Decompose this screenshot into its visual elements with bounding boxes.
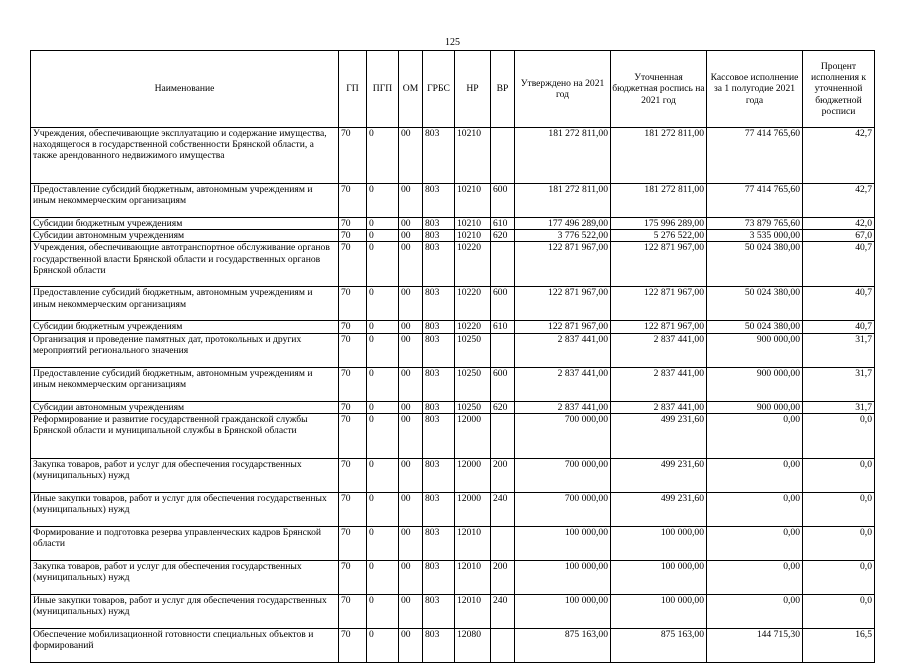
row-np-cell: 12010 [455,560,491,594]
row-cash-cell: 0,00 [707,458,803,492]
row-vr-cell: 600 [491,367,515,401]
row-approved-cell: 122 871 967,00 [515,321,611,333]
row-pgp-cell: 0 [367,413,399,458]
header-gp: ГП [339,51,367,128]
row-vr-cell: 600 [491,287,515,321]
row-om-cell: 00 [399,242,423,287]
row-grbs-cell: 803 [423,526,455,560]
row-gp-cell: 70 [339,526,367,560]
row-om-cell: 00 [399,218,423,230]
row-refined-cell: 175 996 289,00 [611,218,707,230]
row-gp-cell: 70 [339,492,367,526]
row-name-cell: Предоставление субсидий бюджетным, автономным учреждениям и иным некоммерческим организациям [31,287,339,321]
row-vr-cell: 620 [491,230,515,242]
row-vr-cell: 240 [491,594,515,628]
row-refined-cell: 499 231,60 [611,458,707,492]
row-cash-cell: 50 024 380,00 [707,321,803,333]
row-refined-cell: 100 000,00 [611,594,707,628]
row-np-cell: 12080 [455,628,491,662]
row-approved-cell: 100 000,00 [515,560,611,594]
row-pgp-cell: 0 [367,492,399,526]
table-row [31,401,875,413]
table-row [31,560,875,594]
row-approved-cell: 700 000,00 [515,413,611,458]
row-cash-cell: 50 024 380,00 [707,287,803,321]
row-gp-cell: 70 [339,560,367,594]
row-pgp-cell: 0 [367,560,399,594]
row-percent-cell: 42,0 [803,218,875,230]
table-row [31,287,875,321]
header-name: Наименование [31,51,339,128]
header-pgp: ПГП [367,51,399,128]
row-pgp-cell: 0 [367,401,399,413]
row-gp-cell: 70 [339,242,367,287]
row-om-cell: 00 [399,458,423,492]
row-pgp-cell: 0 [367,628,399,662]
row-om-cell: 00 [399,492,423,526]
row-approved-cell: 100 000,00 [515,526,611,560]
row-pgp-cell: 0 [367,230,399,242]
row-grbs-cell: 803 [423,492,455,526]
row-grbs-cell: 803 [423,128,455,184]
row-percent-cell: 40,7 [803,242,875,287]
row-refined-cell: 122 871 967,00 [611,321,707,333]
row-cash-cell: 0,00 [707,492,803,526]
row-refined-cell: 122 871 967,00 [611,287,707,321]
row-name-cell: Реформирование и развитие государственной гражданской службы Брянской области и муниципальной службы в Брянской области [31,413,339,458]
row-name-cell: Субсидии автономным учреждениям [31,230,339,242]
header-cash: Кассовое исполнение за 1 полугодие 2021 года [707,51,803,128]
row-gp-cell: 70 [339,413,367,458]
row-pgp-cell: 0 [367,184,399,218]
row-gp-cell: 70 [339,594,367,628]
page-number: 125 [445,37,460,48]
row-refined-cell: 5 276 522,00 [611,230,707,242]
table-body [31,128,875,663]
row-name-cell: Закупка товаров, работ и услуг для обеспечения государственных (муниципальных) нужд [31,560,339,594]
row-refined-cell: 122 871 967,00 [611,242,707,287]
row-np-cell: 10220 [455,321,491,333]
row-percent-cell: 40,7 [803,321,875,333]
row-gp-cell: 70 [339,367,367,401]
row-approved-cell: 875 163,00 [515,628,611,662]
row-np-cell: 10250 [455,401,491,413]
table-row [31,242,875,287]
row-gp-cell: 70 [339,458,367,492]
row-om-cell: 00 [399,526,423,560]
row-cash-cell: 0,00 [707,526,803,560]
row-om-cell: 00 [399,594,423,628]
row-np-cell: 10210 [455,128,491,184]
row-gp-cell: 70 [339,128,367,184]
header-grbs: ГРБС [423,51,455,128]
row-grbs-cell: 803 [423,321,455,333]
row-grbs-cell: 803 [423,594,455,628]
table-header-row [31,51,875,128]
row-cash-cell: 144 715,30 [707,628,803,662]
table-row [31,184,875,218]
row-grbs-cell: 803 [423,560,455,594]
row-gp-cell: 70 [339,321,367,333]
table-row [31,526,875,560]
row-name-cell: Формирование и подготовка резерва управленческих кадров Брянской области [31,526,339,560]
table-row [31,594,875,628]
row-grbs-cell: 803 [423,401,455,413]
row-vr-cell: 240 [491,492,515,526]
row-grbs-cell: 803 [423,230,455,242]
table-row [31,492,875,526]
row-percent-cell: 0,0 [803,526,875,560]
row-om-cell: 00 [399,401,423,413]
row-om-cell: 00 [399,321,423,333]
row-np-cell: 12000 [455,492,491,526]
row-cash-cell: 77 414 765,60 [707,184,803,218]
row-name-cell: Субсидии бюджетным учреждениям [31,321,339,333]
row-gp-cell: 70 [339,401,367,413]
row-percent-cell: 0,0 [803,458,875,492]
row-np-cell: 10220 [455,287,491,321]
row-om-cell: 00 [399,333,423,367]
header-percent: Процент исполнения к уточненной бюджетной росписи [803,51,875,128]
row-name-cell: Субсидии бюджетным учреждениям [31,218,339,230]
row-pgp-cell: 0 [367,128,399,184]
row-name-cell: Предоставление субсидий бюджетным, автономным учреждениям и иным некоммерческим организациям [31,184,339,218]
row-grbs-cell: 803 [423,413,455,458]
row-name-cell: Учреждения, обеспечивающие автотранспортное обслуживание органов государственной власти Брянской области и государственных органов Брянской области [31,242,339,287]
row-cash-cell: 73 879 765,60 [707,218,803,230]
row-percent-cell: 0,0 [803,413,875,458]
row-vr-cell [491,333,515,367]
row-percent-cell: 31,7 [803,401,875,413]
row-pgp-cell: 0 [367,367,399,401]
row-grbs-cell: 803 [423,333,455,367]
row-percent-cell: 42,7 [803,128,875,184]
row-cash-cell: 900 000,00 [707,367,803,401]
row-refined-cell: 499 231,60 [611,413,707,458]
row-vr-cell [491,128,515,184]
row-percent-cell: 0,0 [803,492,875,526]
row-gp-cell: 70 [339,628,367,662]
row-refined-cell: 499 231,60 [611,492,707,526]
row-approved-cell: 2 837 441,00 [515,367,611,401]
row-pgp-cell: 0 [367,218,399,230]
table-row [31,628,875,662]
row-grbs-cell: 803 [423,458,455,492]
row-grbs-cell: 803 [423,184,455,218]
row-vr-cell: 200 [491,560,515,594]
row-percent-cell: 40,7 [803,287,875,321]
row-name-cell: Субсидии автономным учреждениям [31,401,339,413]
row-cash-cell: 50 024 380,00 [707,242,803,287]
row-gp-cell: 70 [339,184,367,218]
row-grbs-cell: 803 [423,242,455,287]
row-percent-cell: 31,7 [803,333,875,367]
row-cash-cell: 900 000,00 [707,401,803,413]
row-np-cell: 10220 [455,242,491,287]
row-refined-cell: 181 272 811,00 [611,128,707,184]
row-np-cell: 10210 [455,230,491,242]
row-om-cell: 00 [399,367,423,401]
row-name-cell: Организация и проведение памятных дат, протокольных и других мероприятий регионального значения [31,333,339,367]
row-approved-cell: 181 272 811,00 [515,128,611,184]
row-pgp-cell: 0 [367,526,399,560]
row-np-cell: 10250 [455,333,491,367]
row-om-cell: 00 [399,184,423,218]
row-percent-cell: 0,0 [803,560,875,594]
table-row [31,333,875,367]
row-approved-cell: 3 776 522,00 [515,230,611,242]
row-pgp-cell: 0 [367,242,399,287]
row-refined-cell: 2 837 441,00 [611,333,707,367]
header-approved: Утверждено на 2021 год [515,51,611,128]
row-name-cell: Обеспечение мобилизационной готовности специальных объектов и формирований [31,628,339,662]
row-cash-cell: 3 535 000,00 [707,230,803,242]
row-gp-cell: 70 [339,333,367,367]
row-approved-cell: 122 871 967,00 [515,242,611,287]
table-row [31,321,875,333]
row-np-cell: 12000 [455,413,491,458]
row-approved-cell: 2 837 441,00 [515,333,611,367]
row-om-cell: 00 [399,413,423,458]
row-np-cell: 12010 [455,594,491,628]
table-row [31,413,875,458]
row-om-cell: 00 [399,560,423,594]
row-om-cell: 00 [399,628,423,662]
row-refined-cell: 100 000,00 [611,560,707,594]
header-np: НР [455,51,491,128]
row-refined-cell: 2 837 441,00 [611,367,707,401]
row-gp-cell: 70 [339,218,367,230]
row-approved-cell: 700 000,00 [515,458,611,492]
row-approved-cell: 181 272 811,00 [515,184,611,218]
row-gp-cell: 70 [339,287,367,321]
row-percent-cell: 0,0 [803,594,875,628]
header-vr: ВР [491,51,515,128]
row-percent-cell: 42,7 [803,184,875,218]
row-approved-cell: 2 837 441,00 [515,401,611,413]
row-grbs-cell: 803 [423,287,455,321]
row-vr-cell: 200 [491,458,515,492]
row-name-cell: Предоставление субсидий бюджетным, автономным учреждениям и иным некоммерческим организациям [31,367,339,401]
row-pgp-cell: 0 [367,458,399,492]
row-grbs-cell: 803 [423,218,455,230]
table-row [31,367,875,401]
row-vr-cell [491,242,515,287]
row-om-cell: 00 [399,128,423,184]
table-row [31,128,875,184]
row-cash-cell: 77 414 765,60 [707,128,803,184]
row-approved-cell: 177 496 289,00 [515,218,611,230]
row-vr-cell: 610 [491,321,515,333]
row-percent-cell: 67,0 [803,230,875,242]
row-vr-cell: 610 [491,218,515,230]
row-vr-cell: 600 [491,184,515,218]
row-refined-cell: 2 837 441,00 [611,401,707,413]
row-name-cell: Иные закупки товаров, работ и услуг для обеспечения государственных (муниципальных) нужд [31,594,339,628]
row-name-cell: Иные закупки товаров, работ и услуг для обеспечения государственных (муниципальных) нужд [31,492,339,526]
row-np-cell: 10250 [455,367,491,401]
row-gp-cell: 70 [339,230,367,242]
row-np-cell: 10210 [455,184,491,218]
row-vr-cell [491,628,515,662]
row-approved-cell: 122 871 967,00 [515,287,611,321]
row-refined-cell: 181 272 811,00 [611,184,707,218]
row-np-cell: 12000 [455,458,491,492]
table-row [31,218,875,230]
budget-execution-table [30,50,875,663]
row-pgp-cell: 0 [367,594,399,628]
table-row [31,458,875,492]
row-grbs-cell: 803 [423,367,455,401]
row-cash-cell: 900 000,00 [707,333,803,367]
row-cash-cell: 0,00 [707,594,803,628]
row-cash-cell: 0,00 [707,413,803,458]
row-om-cell: 00 [399,230,423,242]
row-pgp-cell: 0 [367,287,399,321]
row-refined-cell: 100 000,00 [611,526,707,560]
row-percent-cell: 16,5 [803,628,875,662]
row-pgp-cell: 0 [367,321,399,333]
row-om-cell: 00 [399,287,423,321]
row-vr-cell: 620 [491,401,515,413]
row-vr-cell [491,526,515,560]
header-refined: Уточненная бюджетная роспись на 2021 год [611,51,707,128]
row-percent-cell: 31,7 [803,367,875,401]
header-om: ОМ [399,51,423,128]
row-name-cell: Закупка товаров, работ и услуг для обеспечения государственных (муниципальных) нужд [31,458,339,492]
row-pgp-cell: 0 [367,333,399,367]
row-refined-cell: 875 163,00 [611,628,707,662]
row-approved-cell: 100 000,00 [515,594,611,628]
row-np-cell: 10210 [455,218,491,230]
row-np-cell: 12010 [455,526,491,560]
row-grbs-cell: 803 [423,628,455,662]
row-cash-cell: 0,00 [707,560,803,594]
table-row [31,230,875,242]
row-name-cell: Учреждения, обеспечивающие эксплуатацию и содержание имущества, находящегося в государственной собственности Брянской области, а также арендованного недвижимого имущества [31,128,339,184]
row-vr-cell [491,413,515,458]
row-approved-cell: 700 000,00 [515,492,611,526]
